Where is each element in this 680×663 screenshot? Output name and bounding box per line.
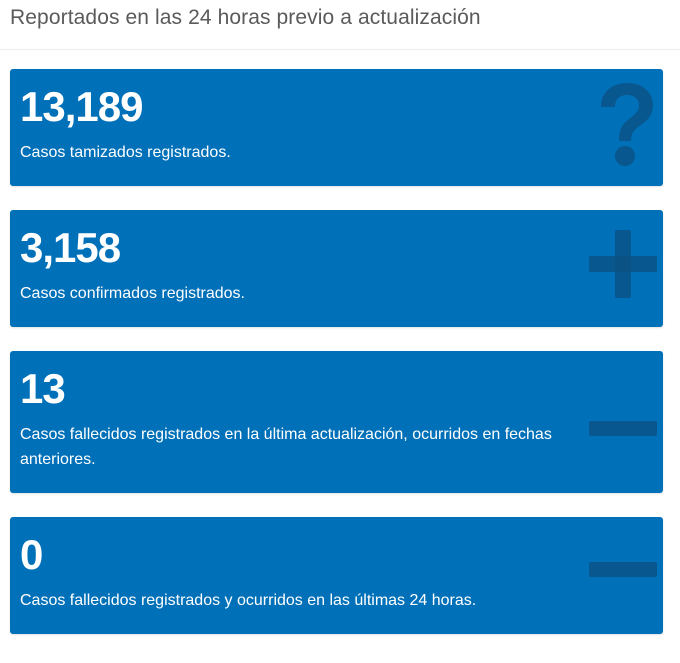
question-icon <box>595 81 659 167</box>
stat-description: Casos tamizados registrados. <box>20 144 231 161</box>
minus-icon <box>587 562 659 578</box>
plus-icon <box>587 228 659 300</box>
section-header <box>0 0 680 50</box>
stat-card-deceased-24h <box>10 517 663 634</box>
section-title: Reportados en las 24 horas previo a actualización <box>10 6 481 29</box>
stat-card-confirmed <box>10 210 663 327</box>
stat-description: Casos fallecidos registrados en la última actualización, ocurridos en fechas anteriores. <box>20 426 552 468</box>
stat-card-deceased-previous <box>10 351 663 493</box>
stat-value: 13,189 <box>20 83 143 130</box>
stat-value: 13 <box>20 365 65 412</box>
stat-description: Casos fallecidos registrados y ocurridos en las últimas 24 horas. <box>20 592 477 609</box>
stat-value: 3,158 <box>20 224 121 271</box>
stat-description: Casos confirmados registrados. <box>20 285 245 302</box>
stat-card-tested <box>10 69 663 186</box>
stat-value: 0 <box>20 531 43 578</box>
minus-icon <box>587 421 659 437</box>
